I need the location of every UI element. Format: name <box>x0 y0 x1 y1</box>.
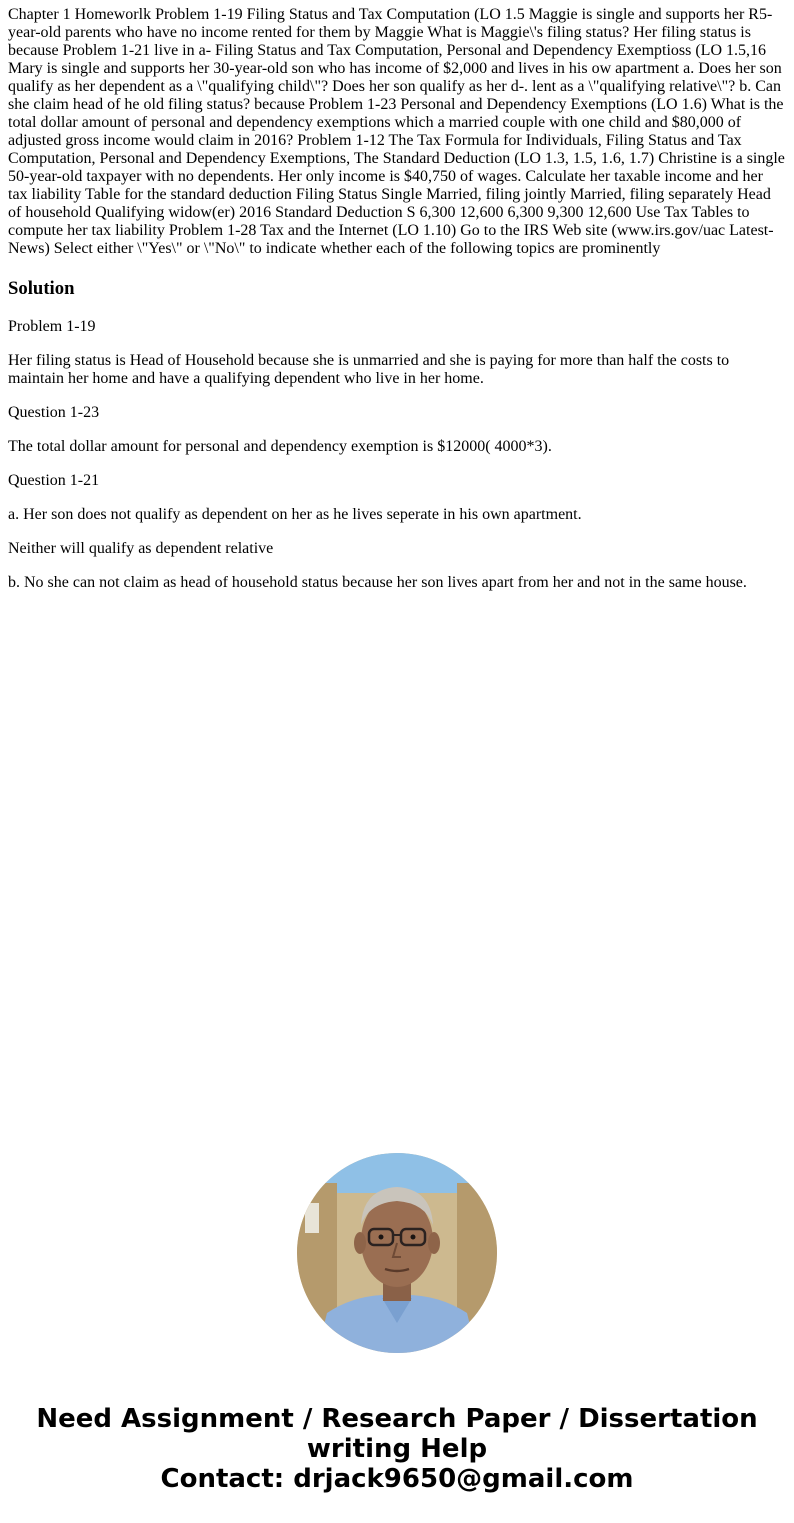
contact-email: Contact: drjack9650@gmail.com <box>160 1464 634 1494</box>
solution-paragraph: The total dollar amount for personal and dependency exemption is $12000( 4000*3). <box>8 438 552 455</box>
solution-paragraph: a. Her son does not qualify as dependent on her as he lives seperate in his own apartment. <box>8 506 582 523</box>
author-avatar <box>297 1153 497 1353</box>
document-body <box>8 6 786 592</box>
question-text: Chapter 1 Homeworlk Problem 1-19 Filing Status and Tax Computation (LO 1.5 Maggie is single and supports her R5-year-old parents who have no income rented for them by Maggie What is Maggie\'s filing status? Her filing status is because Problem 1-21 live in a- Filing Status and Tax Computation, Personal and Dependency Exemptioss (LO 1.5,16 Mary is single and supports her 30-year-old son who has income of $2,000 and lives in his ow apartment a. Does her son qualify as her dependent as a \"qualifying child\"? Does her son qualify as her d-. lent as a \"qualifying relative\"? b. Can she claim head of he old filing status? because Problem 1-23 Personal and Dependency Exemptions (LO 1.6) What is the total dollar amount of personal and dependency exemptions which a married couple with one child and $80,000 of adjusted gross income would claim in 2016? Problem 1-12 The Tax Formula for Individuals, Filing Status and Tax Computation, Personal and Dependency Exemptions, The Standard Deduction (LO 1.3, 1.5, 1.6, 1.7) Christine is a single 50-year-old taxpayer with no dependents. Her only income is $40,750 of wages. Calculate her taxable income and her tax liability Table for the standard deduction Filing Status Single Married, filing jointly Married, filing separately Head of household Qualifying widow(er) 2016 Standard Deduction S 6,300 12,600 6,300 9,300 12,600 Use Tax Tables to compute her tax liability Problem 1-28 Tax and the Internet (LO 1.10) Go to the IRS Web site (www.irs.gov/uac Latest-News) Select either \"Yes\" or \"No\" to indicate whether each of the following topics are prominently <box>8 6 785 257</box>
solution-paragraph: b. No she can not claim as head of household status because her son lives apart from her and not in the same house. <box>8 574 747 591</box>
contact-banner <box>0 1404 794 1494</box>
solution-paragraph: Neither will qualify as dependent relative <box>8 540 274 557</box>
banner-line: writing Help <box>306 1434 488 1464</box>
person-photo-icon <box>297 1153 497 1353</box>
solution-paragraph: Her filing status is Head of Household because she is unmarried and she is paying for more than half the costs to maintain her home and have a qualifying dependent who live in her home. <box>8 352 730 387</box>
banner-line: Need Assignment / Research Paper / Dissertation <box>36 1404 758 1434</box>
solution-paragraph: Question 1-23 <box>8 404 100 421</box>
solution-paragraph: Question 1-21 <box>8 472 100 489</box>
solution-paragraph: Problem 1-19 <box>8 318 96 335</box>
solution-heading: Solution <box>8 278 75 299</box>
